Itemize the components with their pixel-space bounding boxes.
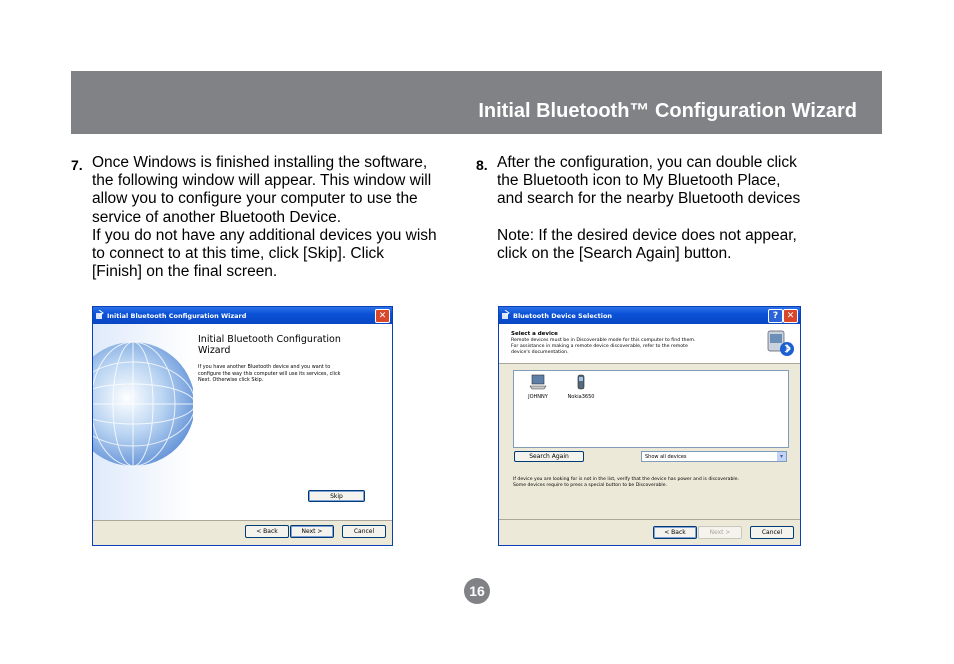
cancel-button[interactable]: Cancel [750,526,794,539]
wizard-title: Initial Bluetooth Configuration Wizard [107,311,247,320]
filter-value: Show all devices [645,454,687,460]
wizard-dialog [92,306,393,546]
selection-desc-line: Remote devices must be in Discoverable mode for this computer to find them. [511,338,696,343]
step-7-line: the following window will appear. This window will [92,172,432,190]
divider [499,363,800,364]
step-8-note-line: Note: If the desired device does not appear, [497,226,797,244]
step-8-number: 8. [476,157,488,173]
device-filter-select[interactable] [641,451,787,462]
step-7-line: allow you to configure your computer to use the [92,190,418,208]
skip-button[interactable]: Skip [308,490,365,502]
device-name: JOHNNY [528,394,548,400]
help-button[interactable] [768,309,783,323]
bluetooth-app-icon [96,310,104,319]
step-7-line: If you do not have any additional devices you wish [92,226,437,244]
back-button[interactable]: < Back [653,526,697,539]
divider [93,520,392,521]
step-8-line: and search for the nearby Bluetooth devices [497,190,801,208]
globe-banner-image [93,324,193,520]
back-button[interactable]: < Back [245,525,289,538]
step-7-line: [Finish] on the final screen. [92,263,278,281]
step-7-line: service of another Bluetooth Device. [92,208,341,226]
divider [499,519,800,520]
step-8-note-line: click on the [Search Again] button. [497,244,732,262]
bluetooth-app-icon [502,310,510,319]
selection-header [499,324,800,363]
step-8-text [497,154,800,263]
header-band [71,71,882,134]
help-icon: ? [772,311,779,321]
next-button[interactable]: Next > [290,525,334,538]
search-again-button[interactable]: Search Again [514,451,584,462]
next-button: Next > [698,526,742,539]
mobile-phone-icon [576,374,586,390]
footer-line: Some devices require to press a special button to be Discoverable. [513,483,667,488]
device-list[interactable] [513,370,789,448]
wizard-desc-line: If you have another Bluetooth device and you want to [198,364,331,370]
wizard-description [198,364,341,384]
selection-titlebar [499,307,800,324]
step-7-line: Once Windows is finished installing the software, [92,154,428,171]
close-icon: ✕ [378,311,387,321]
page-number: 16 [464,578,490,604]
laptop-icon [529,374,547,390]
wizard-titlebar [93,307,392,324]
list-item[interactable] [564,374,598,400]
wizard-desc-line: configure the way this computer will use its services, click [198,370,341,377]
step-8-line: the Bluetooth icon to My Bluetooth Place, [497,172,781,190]
step-8-line: After the configuration, you can double click [497,154,797,171]
cancel-button[interactable]: Cancel [342,525,386,538]
wizard-heading-line: Wizard [198,345,231,356]
device-name: Nokia3650 [567,394,595,400]
wizard-desc-line: Next. Otherwise click Skip. [198,377,264,383]
bluetooth-device-icon [765,327,795,359]
wizard-body [93,324,392,520]
step-7-text [92,154,437,281]
selection-desc-line: device's documentation. [511,350,569,355]
close-button[interactable] [375,309,390,323]
wizard-heading [198,334,341,356]
device-selection-dialog [498,306,801,546]
footer-line: If device you are looking for is not in the list, verify that the device has power and is discoverable. [513,477,739,482]
page-title: Initial Bluetooth™ Configuration Wizard [478,100,857,122]
selection-title: Bluetooth Device Selection [513,311,613,320]
close-icon: ✕ [786,311,795,321]
selection-description [511,338,695,356]
selection-desc-line: For assistance in making a remote device discoverable, refer to the remote [511,344,688,349]
list-item[interactable] [524,374,552,400]
close-button[interactable] [783,309,798,323]
select-device-heading: Select a device [511,331,558,337]
wizard-heading-line: Initial Bluetooth Configuration [198,334,341,345]
step-7-number: 7. [71,157,83,173]
selection-footer-text [513,477,739,489]
chevron-down-icon[interactable]: ▾ [777,452,786,461]
step-7-line: to connect to at this time, click [Skip]. Click [92,245,385,263]
